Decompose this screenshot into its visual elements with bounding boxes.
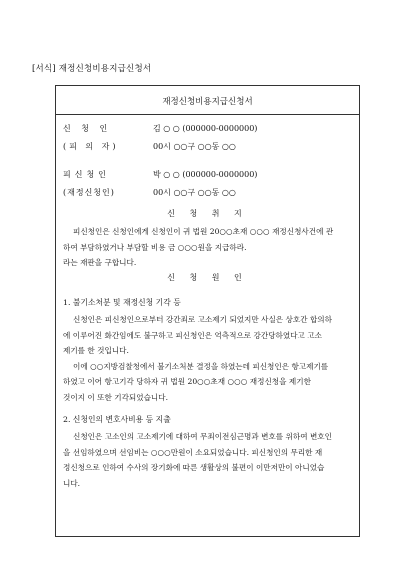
respondent-address-row: [63, 187, 236, 198]
reason2-title: 2. 신청인의 변호사비용 등 지출: [63, 415, 171, 424]
reason2-line: 신청인은 고소인의 고소제기에 대하여 무죄이전심근명과 변호를 위하여 변호인: [73, 432, 332, 441]
title-divider: [56, 114, 359, 115]
reason2-line: 니다.: [63, 478, 81, 488]
reason1-line: 이에 ○○지방검찰청에서 불기소처분 결정을 하였는데 피신청인은 항고제기를: [73, 361, 329, 371]
reason1-line: 에 이루어진 화간임에도 불구하고 피신청인은 억측적으로 강간당하였다고 고소: [63, 330, 322, 340]
reason2-line: 정신청으로 인하여 수사의 장기화에 따른 생활상의 불편이 이만저만이 아니었습: [63, 463, 325, 472]
reason1-line: 제기를 한 것입니다.: [63, 346, 129, 355]
applicant-name: 김 ○ ○ (000000-0000000): [153, 124, 258, 133]
reasons-heading: 신 청 원 인: [167, 273, 248, 282]
purpose-heading: 신 청 취 지: [167, 209, 248, 218]
reason2-text: [63, 429, 352, 491]
reason1-text: [63, 312, 352, 405]
purpose-line: 피신청인은 신청인에게 신청인이 귀 법원 20○○초재 ○○○ 재정신청사건에 관: [73, 227, 334, 236]
purpose-line: 하여 부담하였거나 부담할 비용 금 ○○○원을 지급하라.: [63, 242, 247, 252]
form-title: 재정신청비용지급신청서: [162, 97, 253, 107]
applicant-address-row: [63, 141, 236, 152]
applicant-sub-label: (피 의 자): [63, 142, 119, 151]
purpose-line: 라는 재판을 구합니다.: [63, 258, 137, 267]
reason1-line: 것이지 이 또한 기각되었습니다.: [63, 392, 169, 402]
respondent-address: 00시 ○○구 ○○동 ○○: [153, 188, 236, 197]
respondent-sub-label: (재정신청인): [63, 188, 115, 197]
reason1-line: 신청인은 피신청인으로부터 강간죄로 고소제기 되었지만 사실은 상호간 합의하: [73, 315, 332, 324]
applicant-label: 신 청 인: [63, 124, 112, 133]
reason1-line: 하였고 이어 항고기각 당하자 귀 법원 20○○초재 ○○○ 재정신청을 제기한: [63, 377, 311, 386]
respondent-name-row: [63, 169, 257, 180]
document-label: [서식] 재정신청비용지급신청서: [32, 64, 152, 74]
application-form: [55, 85, 360, 537]
respondent-label: 피신청인: [63, 170, 110, 179]
reason1-title: 1. 불기소처분 및 재정신청 기각 등: [63, 298, 181, 307]
purpose-text: [63, 224, 352, 271]
applicant-address: 00시 ○○구 ○○동 ○○: [153, 142, 236, 151]
reason2-line: 을 선임하였으며 선임비는 ○○○만원이 소요되었습니다. 피신청인의 무리한 재: [63, 447, 323, 457]
applicant-name-row: [63, 123, 257, 134]
respondent-name: 박 ○ ○ (000000-0000000): [153, 170, 258, 179]
